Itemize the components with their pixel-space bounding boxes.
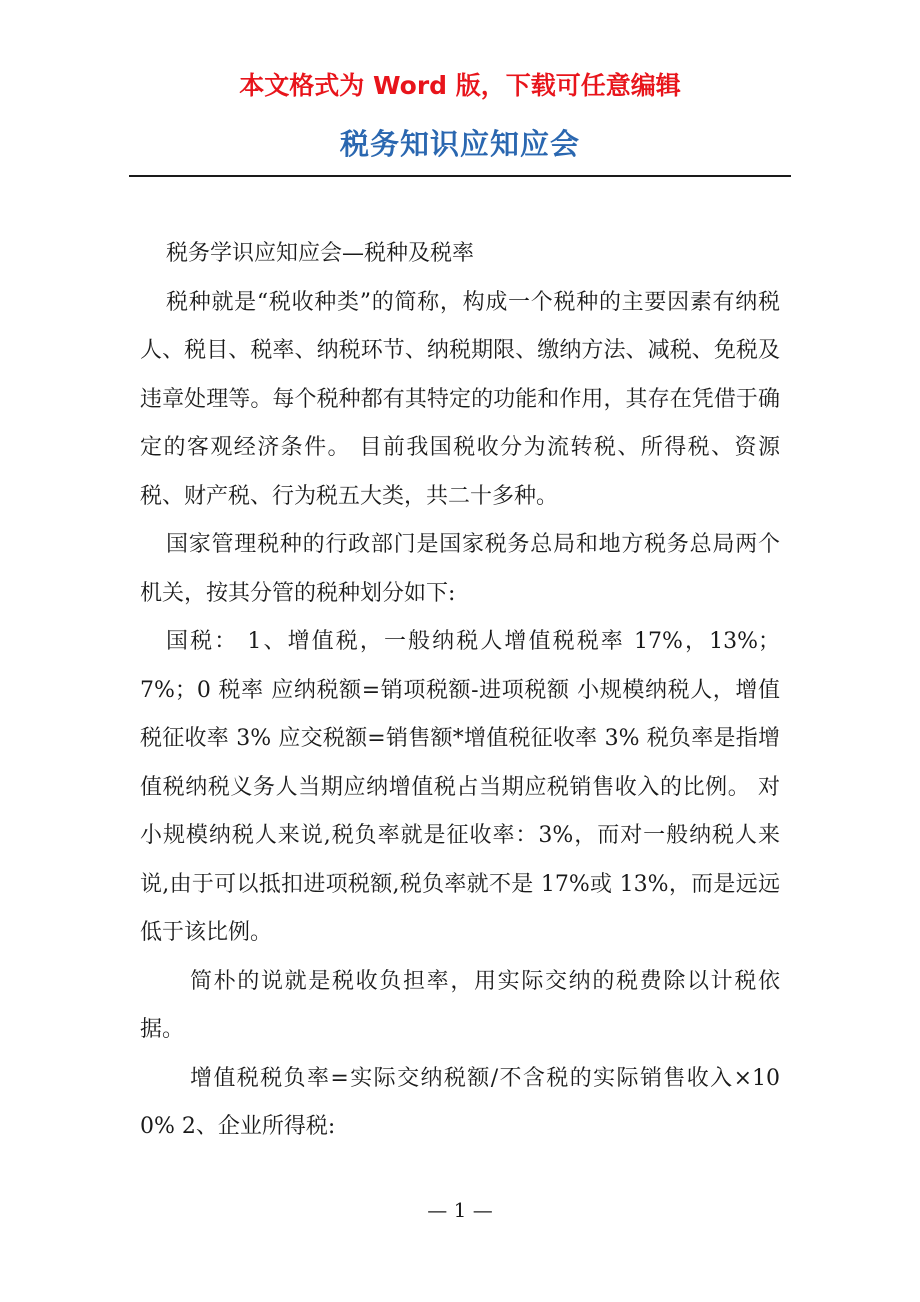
paragraph-vat-formula: 增值税税负率=实际交纳税额/不含税的实际销售收入×100% 2、企业所得税: bbox=[140, 1065, 780, 1139]
download-notice: 本文格式为 Word 版，下载可任意编辑 bbox=[239, 71, 681, 100]
paragraph-tax-authorities: 国家管理税种的行政部门是国家税务总局和地方税务总局两个机关，按其分管的税种划分如下: bbox=[140, 532, 780, 606]
paragraph-tax-burden: 简朴的说就是税收负担率，用实际交纳的税费除以计税依据。 bbox=[140, 968, 780, 1042]
section-heading: 税务学识应知应会—税种及税率 bbox=[166, 241, 475, 266]
title-divider bbox=[129, 175, 791, 177]
paragraph-tax-types: 税种就是“税收种类”的简称，构成一个税种的主要因素有纳税人、税目、税率、纳税环节、纳税期限、缴纳方法、减税、免税及违章处理等。每个税种都有其特定的功能和作用，其存在凭借于确定的客观经济条件。 目前我国税收分为流转税、所得税、资源税、财产税、行为税五大类，共二十多种。 bbox=[140, 289, 780, 509]
paragraph-vat: 国税： 1、增值税，一般纳税人增值税税率 17%，13%；7%；0 税率 应纳税额=销项税额-进项税额 小规模纳税人，增值税征收率 3% 应交税额=销售额*增值税征收率 3% 税负率是指增值税纳税义务人当期应纳增值税占当期应税销售收入的比例。 对小规模纳税人来说,税负率就是征收率：3%，而对一般纳税人来说,由于可以抵扣进项税额,税负率就不是 17%或 13%，而是远远低于该比例。 bbox=[140, 629, 780, 945]
page-number: — 1 — bbox=[427, 1198, 493, 1222]
document-title: 税务知识应知应会 bbox=[339, 127, 580, 161]
document-body bbox=[140, 230, 780, 1152]
